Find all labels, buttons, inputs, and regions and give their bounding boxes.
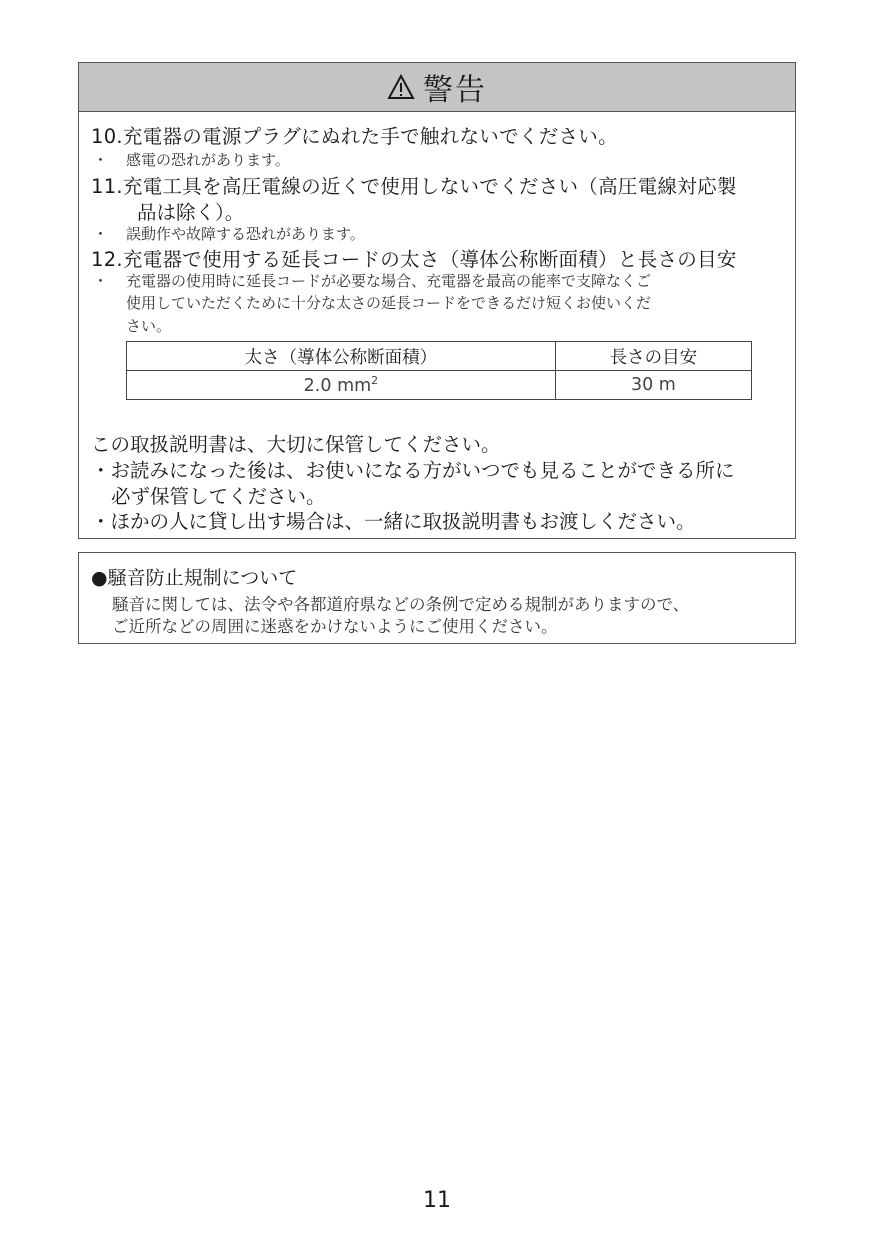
table-row	[127, 371, 752, 400]
item-11-note: ・ 誤動作や故障する恐れがあります。	[93, 225, 365, 243]
noise-body-line-2: ご近所などの周囲に迷惑をかけないようにご使用ください。	[112, 617, 558, 636]
table-header-length: 長さの目安	[555, 342, 751, 371]
table-header-row	[127, 342, 752, 371]
keep-bullet-1-cont: 必ず保管してください。	[111, 485, 326, 508]
warning-box	[78, 62, 796, 539]
keep-manual-heading: この取扱説明書は、大切に保管してください。	[91, 433, 501, 456]
item-12-title: 12.充電器で使用する延長コードの太さ（導体公称断面積）と長さの目安	[91, 248, 737, 271]
item-12-note-cont-2: さい。	[126, 317, 172, 335]
warning-triangle-icon	[387, 74, 415, 100]
item-11-title: 11.充電工具を高圧電線の近くで使用しないでください（高圧電線対応製	[91, 175, 737, 198]
item-12-note: ・ 充電器の使用時に延長コードが必要な場合、充電器を最高の能率で支障なくご	[93, 272, 652, 290]
item-10-note: ・ 感電の恐れがあります。	[93, 151, 290, 169]
table-cell-size: 2.0 $mm^2$	[127, 371, 556, 400]
noise-title: ●騒音防止規制について	[91, 567, 298, 589]
bullet-dot: ●	[91, 567, 108, 589]
warning-header	[79, 63, 795, 112]
page-number: 11	[423, 1188, 451, 1213]
keep-bullet-1: ・お読みになった後は、お使いになる方がいつでも見ることができる所に	[91, 459, 735, 482]
table-cell-length: 30 m	[555, 371, 751, 400]
warning-title: 警告	[423, 73, 487, 108]
noise-body-line-1: 騒音に関しては、法令や各都道府県などの条例で定める規制がありますので、	[112, 595, 690, 614]
item-12-note-cont-1: 使用していただくために十分な太さの延長コードをできるだけ短くお使いくだ	[126, 294, 652, 312]
noise-regulation-box	[78, 552, 796, 644]
extension-cord-table	[126, 341, 752, 400]
item-11-title-cont: 品は除く）。	[137, 201, 245, 224]
item-10-title: 10.充電器の電源プラグにぬれた手で触れないでください。	[91, 125, 618, 148]
table-header-size: 太さ（導体公称断面積）	[127, 342, 556, 371]
keep-bullet-2: ・ほかの人に貸し出す場合は、一緒に取扱説明書もお渡しください。	[91, 510, 696, 533]
